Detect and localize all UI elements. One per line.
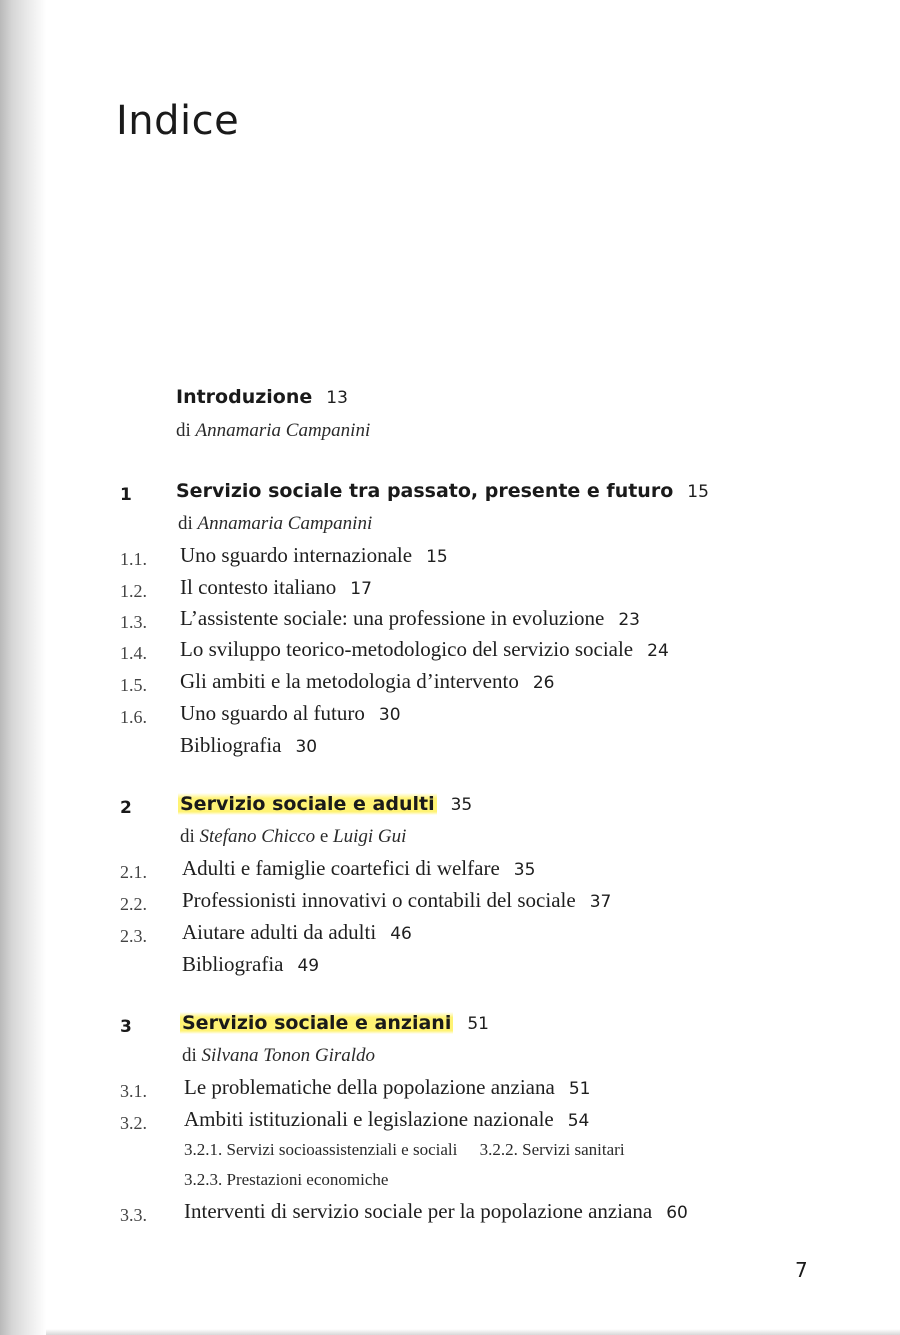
- section-2-2-number: 2.2.: [120, 894, 147, 914]
- chapter-2-author-1: Stefano Chicco: [199, 826, 316, 847]
- chapter-1-bibliography[interactable]: Bibliografia 30: [180, 733, 318, 757]
- chapter-3-title-highlight: Servizio sociale e anziani: [182, 1012, 452, 1034]
- section-1-4[interactable]: Lo sviluppo teorico-metodologico del servizio sociale 24: [180, 637, 669, 661]
- section-3-2-number: 3.2.: [120, 1113, 147, 1133]
- section-1-6-number: 1.6.: [120, 707, 147, 727]
- chapter-2-title-highlight: Servizio sociale e adulti: [180, 793, 435, 815]
- section-1-2-number: 1.2.: [120, 581, 147, 601]
- page-number: 7: [795, 1258, 808, 1282]
- section-3-1-page: 51: [568, 1079, 591, 1099]
- section-1-5[interactable]: Gli ambiti e la metodologia d’intervento 26: [180, 669, 555, 693]
- section-1-1-page: 15: [426, 547, 448, 567]
- subsection-3-2-3[interactable]: 3.2.3. Prestazioni economiche: [184, 1170, 389, 1189]
- page-bottom-edge: [46, 1329, 900, 1335]
- chapter-3-author: di Silvana Tonon Giraldo: [182, 1045, 376, 1066]
- chapter-1-author: di Annamaria Campanini: [178, 513, 373, 534]
- chapter-1-author-name: Annamaria Campanini: [197, 513, 373, 534]
- section-1-3-page: 23: [618, 610, 640, 630]
- chapter-3-page: 51: [467, 1014, 489, 1034]
- section-1-2-page: 17: [350, 579, 372, 599]
- chapter-2-page: 35: [450, 795, 473, 815]
- section-2-3[interactable]: Aiutare adulti da adulti 46: [182, 920, 412, 944]
- intro-title-text: Introduzione: [176, 386, 313, 408]
- section-1-1-number: 1.1.: [120, 549, 147, 569]
- chapter-2-author: di Stefano Chicco e Luigi Gui: [180, 826, 407, 847]
- subsections-3-2-line-1: [184, 1140, 625, 1160]
- chapter-2-author-2: Luigi Gui: [333, 826, 407, 847]
- section-1-4-number: 1.4.: [120, 643, 147, 663]
- subsection-3-2-1[interactable]: 3.2.1. Servizi socioassistenziali e sociali: [184, 1140, 458, 1159]
- chapter-1-title[interactable]: Servizio sociale tra passato, presente e futuro 15: [176, 480, 709, 502]
- subsection-3-2-2[interactable]: 3.2.2. Servizi sanitari: [479, 1140, 625, 1159]
- chapter-2-title[interactable]: [178, 793, 472, 815]
- intro-page: 13: [326, 388, 348, 408]
- chapter-2-number: 2: [120, 798, 132, 818]
- section-2-1-page: 35: [513, 860, 536, 880]
- chapter-1-page: 15: [687, 482, 709, 502]
- section-3-3-page: 60: [666, 1203, 688, 1223]
- section-2-2[interactable]: Professionisti innovativi o contabili del sociale 37: [182, 888, 612, 912]
- intro-author: di Annamaria Campanini: [176, 420, 371, 441]
- section-1-6-page: 30: [378, 705, 401, 725]
- section-3-2-page: 54: [567, 1111, 590, 1131]
- page-title: Indice: [116, 98, 240, 144]
- chapter-3-number: 3: [120, 1017, 132, 1037]
- section-2-3-page: 46: [390, 924, 412, 944]
- intro-title[interactable]: [176, 386, 348, 408]
- section-3-2[interactable]: Ambiti istituzionali e legislazione nazionale 54: [184, 1107, 590, 1131]
- section-1-5-page: 26: [532, 673, 555, 693]
- chapter-1-bibliography-page: 30: [295, 737, 318, 757]
- section-1-5-number: 1.5.: [120, 675, 147, 695]
- section-1-6[interactable]: Uno sguardo al futuro 30: [180, 701, 401, 725]
- intro-author-name: Annamaria Campanini: [195, 420, 371, 441]
- chapter-2-bibliography-page: 49: [297, 956, 320, 976]
- section-1-1[interactable]: Uno sguardo internazionale 15: [180, 543, 448, 567]
- section-2-3-number: 2.3.: [120, 926, 147, 946]
- subsections-3-2-line-2: [184, 1170, 388, 1190]
- chapter-1-number: 1: [120, 485, 132, 505]
- section-2-1-number: 2.1.: [120, 862, 147, 882]
- chapter-3-author-name: Silvana Tonon Giraldo: [201, 1045, 376, 1066]
- section-1-4-page: 24: [647, 641, 669, 661]
- section-3-1-number: 3.1.: [120, 1081, 147, 1101]
- section-2-1[interactable]: Adulti e famiglie coartefici di welfare 35: [182, 856, 536, 880]
- book-spine-shadow: [0, 0, 46, 1335]
- section-3-1[interactable]: Le problematiche della popolazione anziana 51: [184, 1075, 591, 1099]
- section-3-3[interactable]: Interventi di servizio sociale per la popolazione anziana 60: [184, 1199, 688, 1223]
- section-1-3[interactable]: L’assistente sociale: una professione in evoluzione 23: [180, 606, 640, 630]
- chapter-2-bibliography[interactable]: Bibliografia 49: [182, 952, 320, 976]
- section-1-2[interactable]: Il contesto italiano 17: [180, 575, 372, 599]
- chapter-3-title[interactable]: [180, 1012, 489, 1034]
- section-3-3-number: 3.3.: [120, 1205, 147, 1225]
- section-1-3-number: 1.3.: [120, 612, 147, 632]
- section-2-2-page: 37: [589, 892, 612, 912]
